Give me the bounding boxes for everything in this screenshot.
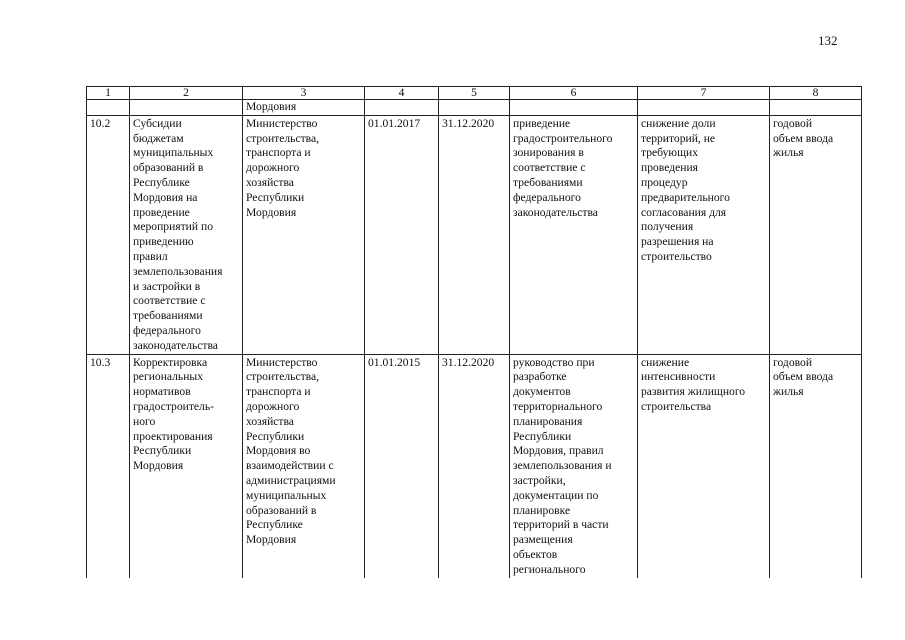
column-header: 8 <box>770 87 862 100</box>
non-implementation-consequence: снижение интенсивности развития жилищного строительства <box>638 354 770 577</box>
table-cell <box>439 100 510 116</box>
table-cell <box>638 100 770 116</box>
table-row <box>87 354 862 577</box>
continuation-row <box>87 100 862 116</box>
page-number: 132 <box>818 33 838 48</box>
table-cell <box>770 100 862 116</box>
column-header: 2 <box>130 87 243 100</box>
start-date: 01.01.2017 <box>365 115 439 354</box>
row-number: 10.3 <box>87 354 130 577</box>
program-table <box>86 86 862 578</box>
column-header: 6 <box>510 87 638 100</box>
column-header: 4 <box>365 87 439 100</box>
column-header: 1 <box>87 87 130 100</box>
table-cell <box>510 100 638 116</box>
row-number: 10.2 <box>87 115 130 354</box>
expected-result: руководство при разработке документов территориального планирования Республики Мордовия, правил землепользования и застройки, документации по планировке территорий в части размещения объектов регионального <box>510 354 638 577</box>
related-indicator: годовой объем ввода жилья <box>770 115 862 354</box>
executor: Министерство строительства, транспорта и дорожного хозяйства Республики Мордовия <box>243 115 365 354</box>
measure-name: Корректировка региональных нормативов градостроитель- ного проектирования Республики Мордовия <box>130 354 243 577</box>
related-indicator: годовой объем ввода жилья <box>770 354 862 577</box>
table-header-row <box>87 87 862 100</box>
executor: Министерство строительства, транспорта и дорожного хозяйства Республики Мордовия во взаимодействии с администрациями муниципальных образований в Республике Мордовия <box>243 354 365 577</box>
column-header: 3 <box>243 87 365 100</box>
table-cell: Мордовия <box>243 100 365 116</box>
non-implementation-consequence: снижение доли территорий, не требующих проведения процедур предварительного согласования для получения разрешения на строительство <box>638 115 770 354</box>
expected-result: приведение градостроительного зонирования в соответствие с требованиями федерального законодательства <box>510 115 638 354</box>
column-header: 5 <box>439 87 510 100</box>
measure-name: Субсидии бюджетам муниципальных образований в Республике Мордовия на проведение мероприятий по приведению правил землепользования и застройки в соответствие с требованиями федерального законодательства <box>130 115 243 354</box>
table-cell <box>87 100 130 116</box>
table-cell <box>130 100 243 116</box>
table-cell <box>365 100 439 116</box>
column-header: 7 <box>638 87 770 100</box>
table-row <box>87 115 862 354</box>
end-date: 31.12.2020 <box>439 115 510 354</box>
start-date: 01.01.2015 <box>365 354 439 577</box>
end-date: 31.12.2020 <box>439 354 510 577</box>
